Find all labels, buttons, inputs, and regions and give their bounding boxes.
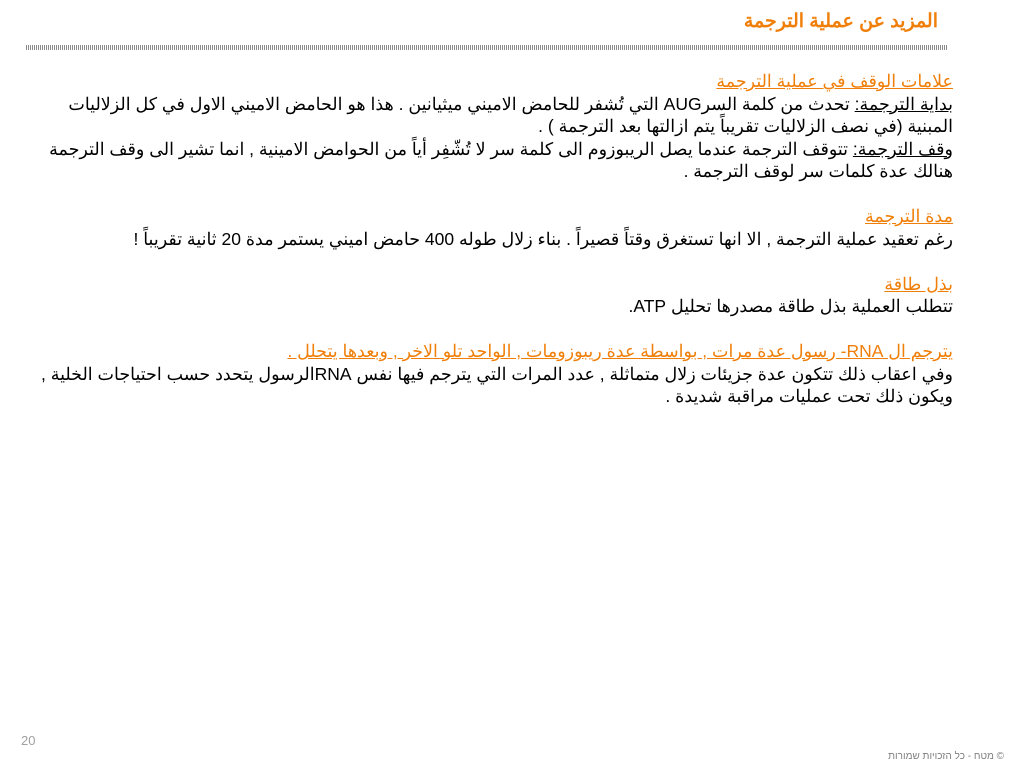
paragraph-messenger-rna: وفي اعقاب ذلك تتكون عدة جزيئات زلال متماثلة , عدد المرات التي يترجم فيها نفس RNAالرسول يتحدد حسب احتياجات الخلية , ويكون ذلك تحت عمليات مراقبة شديدة . bbox=[41, 363, 953, 406]
title-divider bbox=[26, 45, 947, 50]
label-translation-stop: وقف الترجمة: bbox=[852, 138, 953, 159]
slide-title: المزيد عن عملية الترجمة bbox=[743, 11, 938, 32]
spacer bbox=[40, 250, 953, 273]
section-heading-stop-signals: علامات الوقف في عملية الترجمة bbox=[716, 71, 953, 91]
text-translation-start: تحدث من كلمة السرAUG التي تُشفر للحامض الاميني ميثيانين . هذا هو الحامض الاميني الاول في كل الزلاليات المبنية (في نصف الزلاليات تقريباً يتم ازالتها بعد الترجمة ) . bbox=[68, 93, 953, 136]
paragraph-translation-start bbox=[40, 93, 953, 138]
paragraph-translation-stop bbox=[40, 138, 953, 183]
spacer bbox=[40, 183, 953, 206]
text-translation-stop: تتوقف الترجمة عندما يصل الريبوزوم الى كلمة سر لا تُشّفِر أياً من الحوامض الامينية , انما تشير الى وقف الترجمة هنالك عدة كلمات سر لوقف الترجمة . bbox=[49, 138, 953, 181]
paragraph-duration: رغم تعقيد عملية الترجمة , الا انها تستغرق وقتاً قصيراً . بناء زلال طوله 400 حامض اميني يستمر مدة 20 ثانية تقريباً ! bbox=[133, 228, 953, 249]
copyright-footer: © מטח - כל הזכויות שמורות bbox=[888, 751, 1004, 762]
section-heading-messenger-rna: يترجم ال RNA- رسول عدة مرات , بواسطة عدة ريبوزومات , الواحد تلو الاخر , وبعدها يتحلل . bbox=[287, 341, 953, 361]
paragraph-energy: تتطلب العملية بذل طاقة مصدرها تحليل ATP. bbox=[628, 296, 953, 316]
slide-body bbox=[40, 70, 953, 408]
page-number: 20 bbox=[21, 733, 36, 748]
section-heading-energy: بذل طاقة bbox=[884, 273, 953, 294]
section-heading-duration: مدة الترجمة bbox=[864, 206, 953, 226]
label-translation-start: بداية الترجمة: bbox=[854, 93, 953, 114]
spacer bbox=[40, 318, 953, 341]
